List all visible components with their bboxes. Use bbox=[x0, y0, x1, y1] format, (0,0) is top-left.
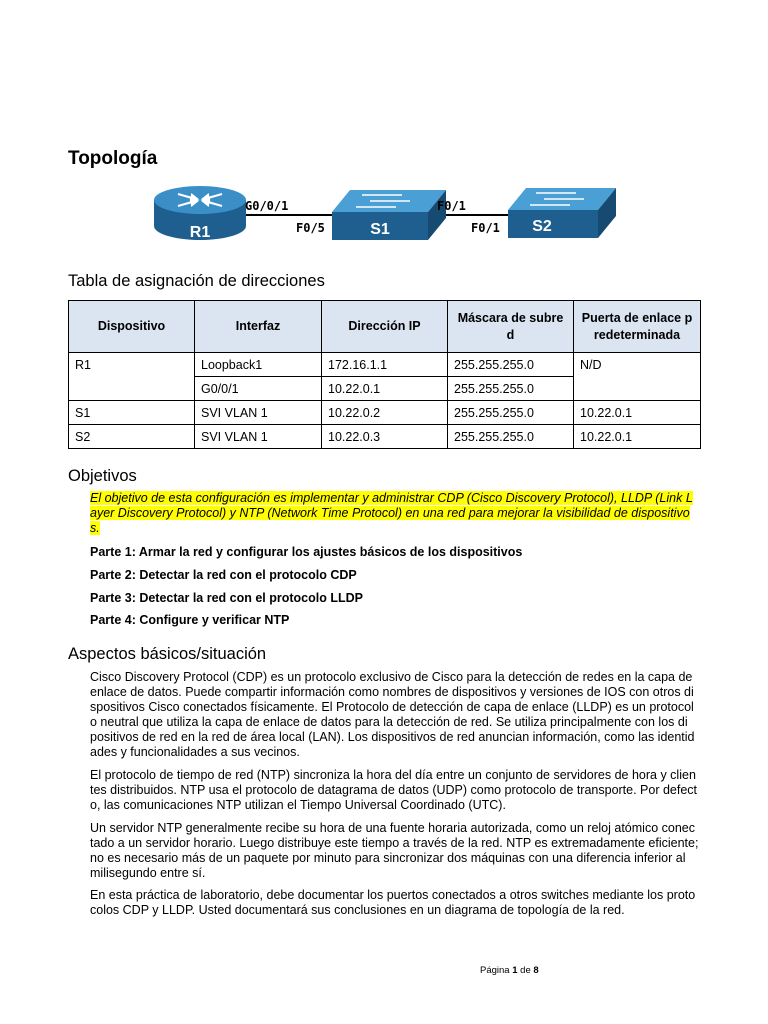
table-header: Puerta de enlace p redeterminada bbox=[574, 301, 701, 353]
table-row bbox=[69, 353, 701, 377]
table-cell: 255.255.255.0 bbox=[448, 353, 574, 377]
page-word: Página bbox=[480, 965, 510, 976]
address-table-heading: Tabla de asignación de direcciones bbox=[68, 272, 325, 290]
table-row bbox=[69, 401, 701, 425]
background-heading: Aspectos básicos/situación bbox=[68, 645, 267, 663]
page-total: 8 bbox=[533, 965, 539, 976]
table-cell: SVI VLAN 1 bbox=[195, 401, 322, 425]
objectives-intro-text: El objetivo de esta configuración es implementar y administrar CDP (Cisco Discovery Protocol), LLDP (Link L ayer Discovery Protocol) y NTP (Network Time Protocol) en una red para mejorar la visibilidad de dispositivo s. bbox=[90, 491, 693, 535]
background-paragraph: Cisco Discovery Protocol (CDP) es un protocolo exclusivo de Cisco para la detección de redes en la capa de enlace de datos. Puede compartir información como nombres de dispositivos y versiones de IOS con otros di spositivos Cisco conectados físicamente. El Protocolo de detección de capa de enlace (LLDP) es un protocol o neutral que utiliza la capa de enlace de datos para la detección de red. Se utiliza principalmente con los di positivos de red en la red de área local (LAN). Los dispositivos de red anuncian información, como las identid ades y funcionalidades a sus vecinos. bbox=[90, 670, 695, 759]
objective-part-3: Parte 3: Detectar la red con el protocolo LLDP bbox=[90, 591, 363, 605]
table-cell: 172.16.1.1 bbox=[322, 353, 448, 377]
topology-diagram bbox=[150, 182, 620, 246]
address-table bbox=[68, 300, 701, 449]
objectives-intro bbox=[90, 491, 698, 536]
switch-s1-label: S1 bbox=[370, 221, 390, 238]
table-cell bbox=[69, 377, 195, 401]
table-cell: S1 bbox=[69, 401, 195, 425]
background-paragraph: El protocolo de tiempo de red (NTP) sincroniza la hora del día entre un conjunto de servidores de hora y clien tes distribuidos. NTP usa el protocolo de datagrama de datos (UDP) como protocolo de transporte. Por defect o, las comunicaciones NTP utilizan el Tiempo Universal Coordinado (UTC). bbox=[90, 768, 698, 812]
table-cell: 10.22.0.3 bbox=[322, 425, 448, 449]
table-row bbox=[69, 425, 701, 449]
background-paragraph: Un servidor NTP generalmente recibe su hora de una fuente horaria autorizada, como un reloj atómico conec tado a un servidor horario. Luego distribuye este tiempo a través de la red. NTP es extremadamente eficiente; no es necesario más de un paquete por minuto para sincronizar dos máquinas con una diferencia inferior al milisegundo entre sí. bbox=[90, 821, 699, 880]
router-r1-label: R1 bbox=[189, 224, 211, 241]
router-r1-icon bbox=[154, 186, 246, 241]
table-cell: N/D bbox=[574, 353, 701, 377]
table-cell: SVI VLAN 1 bbox=[195, 425, 322, 449]
table-header: Máscara de subre d bbox=[448, 301, 574, 353]
table-cell: 10.22.0.2 bbox=[322, 401, 448, 425]
of-word: de bbox=[520, 965, 531, 976]
table-cell: 255.255.255.0 bbox=[448, 401, 574, 425]
table-cell: 10.22.0.1 bbox=[574, 401, 701, 425]
objectives-heading: Objetivos bbox=[68, 467, 137, 485]
table-cell: S2 bbox=[69, 425, 195, 449]
page-number: 1 bbox=[512, 965, 518, 976]
port-r1-label: G0/0/1 bbox=[245, 199, 289, 213]
objective-part-2: Parte 2: Detectar la red con el protocolo CDP bbox=[90, 568, 357, 582]
table-header: Dispositivo bbox=[69, 301, 195, 353]
switch-s2-label: S2 bbox=[532, 218, 552, 235]
table-cell: G0/0/1 bbox=[195, 377, 322, 401]
topology-heading: Topología bbox=[68, 148, 158, 169]
table-cell: 10.22.0.1 bbox=[574, 425, 701, 449]
background-paragraph: En esta práctica de laboratorio, debe documentar los puertos conectados a otros switches mediante los proto colos CDP y LLDP. Usted documentará sus conclusiones en un diagrama de topología de la red. bbox=[90, 888, 696, 917]
objective-part-1: Parte 1: Armar la red y configurar los ajustes básicos de los dispositivos bbox=[90, 545, 523, 559]
table-header: Dirección IP bbox=[322, 301, 448, 353]
table-header: Interfaz bbox=[195, 301, 322, 353]
table-cell bbox=[574, 377, 701, 401]
table-row bbox=[69, 377, 701, 401]
port-s1-right-label: F0/1 bbox=[437, 199, 466, 213]
switch-s1-icon bbox=[332, 190, 446, 240]
table-cell: Loopback1 bbox=[195, 353, 322, 377]
table-cell: R1 bbox=[69, 353, 195, 377]
port-s2-label: F0/1 bbox=[471, 221, 500, 235]
switch-s2-icon bbox=[508, 188, 616, 238]
table-cell: 10.22.0.1 bbox=[322, 377, 448, 401]
table-cell: 255.255.255.0 bbox=[448, 377, 574, 401]
table-header-row bbox=[69, 301, 701, 353]
objective-part-4: Parte 4: Configure y verificar NTP bbox=[90, 613, 290, 627]
port-s1-left-label: F0/5 bbox=[296, 221, 325, 235]
page-footer bbox=[480, 965, 539, 976]
table-cell: 255.255.255.0 bbox=[448, 425, 574, 449]
